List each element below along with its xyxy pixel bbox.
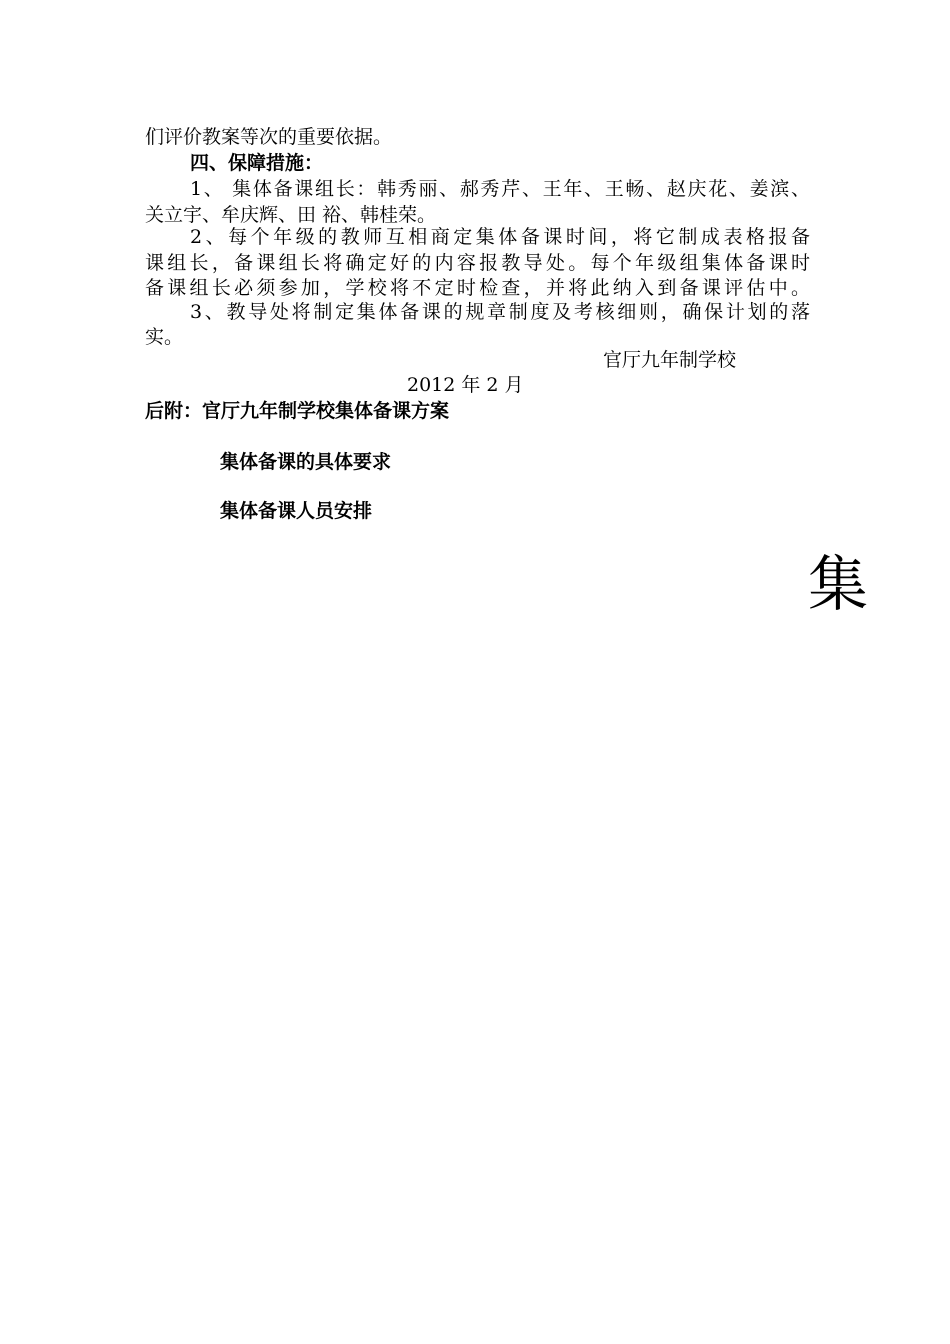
- paragraph-line: 们评价教案等次的重要依据。: [145, 126, 393, 148]
- appendix-item: 集体备课人员安排: [220, 500, 373, 522]
- paragraph-line: 3、教导处将制定集体备课的规章制度及考核细则，确保计划的落: [190, 301, 810, 323]
- paragraph-line: 实。: [145, 326, 184, 348]
- paragraph-line: 2、每个年级的教师互相商定集体备课时间，将它制成表格报备: [190, 226, 810, 248]
- document-date: 2012 年 2 月: [407, 374, 524, 396]
- paragraph-line: 课组长，备课组长将确定好的内容报教导处。每个年级组集体备课时: [145, 252, 810, 274]
- school-signature: 官厅九年制学校: [603, 349, 737, 371]
- appendix-title: 后附：官厅九年制学校集体备课方案: [145, 400, 450, 422]
- paragraph-line: 1、 集体备课组长：韩秀丽、郝秀芹、王年、王畅、赵庆花、姜滨、: [190, 178, 810, 200]
- appendix-item: 集体备课的具体要求: [220, 451, 392, 473]
- section-heading: 四、保障措施：: [190, 152, 324, 174]
- paragraph-line: 关立宇、牟庆辉、田 裕、韩桂荣。: [145, 204, 437, 226]
- large-heading-char: 集: [808, 550, 868, 620]
- paragraph-line: 备课组长必须参加，学校将不定时检查，并将此纳入到备课评估中。: [145, 277, 810, 299]
